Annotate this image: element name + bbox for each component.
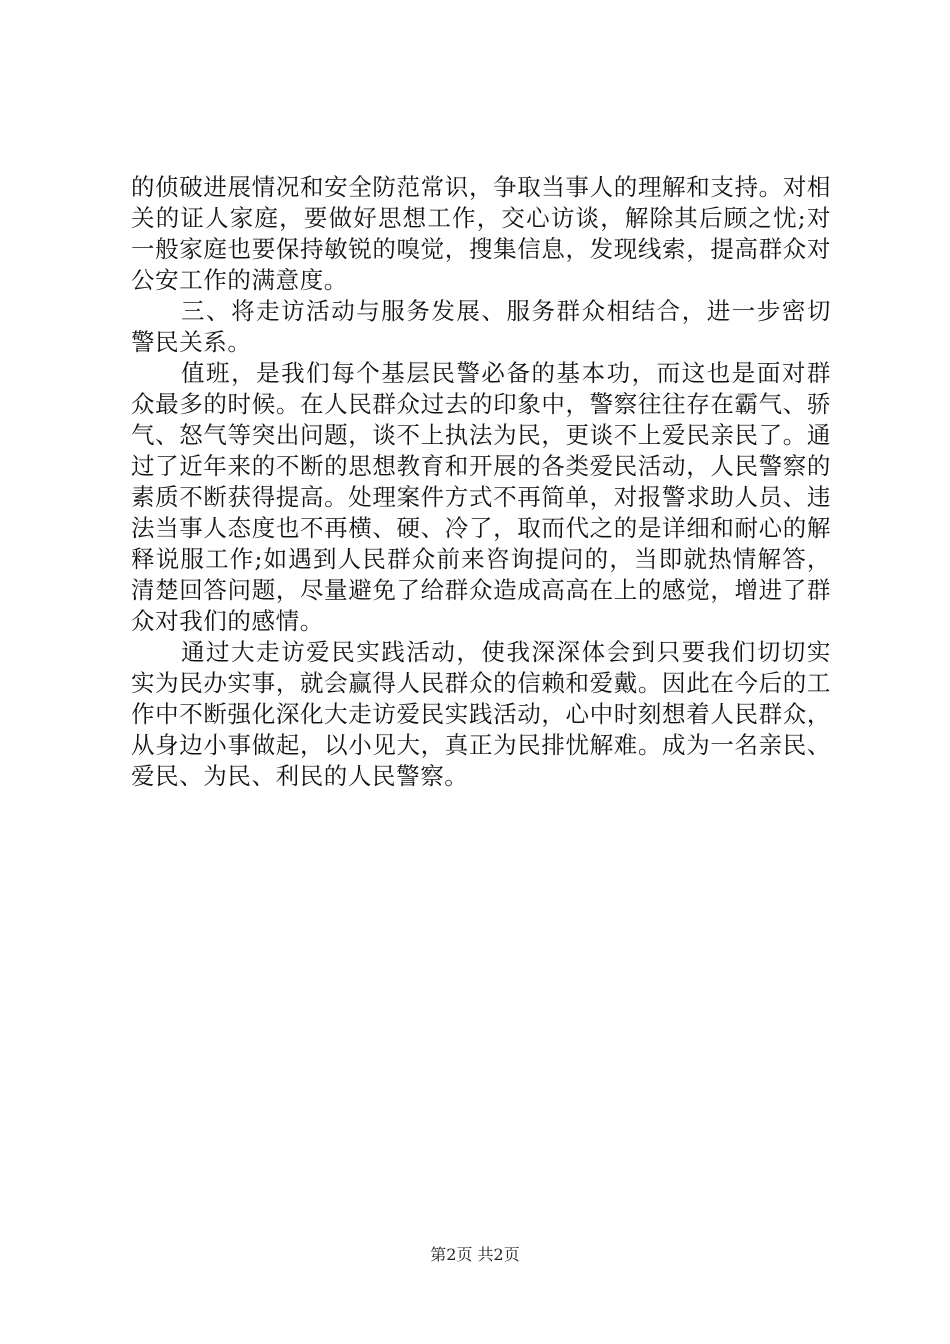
paragraph-section-heading: 三、将走访活动与服务发展、服务群众相结合，进一步密切警民关系。 — [131, 297, 831, 356]
paragraph-duty: 值班，是我们每个基层民警必备的基本功，而这也是面对群众最多的时候。在人民群众过去的印象中，警察往往存在霸气、骄气、怒气等突出问题，谈不上执法为民，更谈不上爱民亲民了。通过了近年来的不断的思想教育和开展的各类爱民活动，人民警察的素质不断获得提高。处理案件方式不再简单，对报警求助人员、违法当事人态度也不再横、硬、冷了，取而代之的是详细和耐心的解释说服工作;如遇到人民群众前来咨询提问的，当即就热情解答，清楚回答问题，尽量避免了给群众造成高高在上的感觉，增进了群众对我们的感情。 — [131, 359, 831, 635]
paragraph-continuation: 的侦破进展情况和安全防范常识，争取当事人的理解和支持。对相关的证人家庭，要做好思想工作，交心访谈，解除其后顾之忧;对一般家庭也要保持敏锐的嗅觉，搜集信息，发现线索，提高群众对公安工作的满意度。 — [131, 173, 831, 294]
paragraph-conclusion: 通过大走访爱民实践活动，使我深深体会到只要我们切切实实为民办实事，就会赢得人民群众的信赖和爱戴。因此在今后的工作中不断强化深化大走访爱民实践活动，心中时刻想着人民群众，从身边小事做起，以小见大，真正为民排忧解难。成为一名亲民、爱民、为民、利民的人民警察。 — [131, 638, 831, 790]
page-footer: 第2页 共2页 — [430, 1245, 520, 1264]
document-body — [131, 172, 831, 792]
